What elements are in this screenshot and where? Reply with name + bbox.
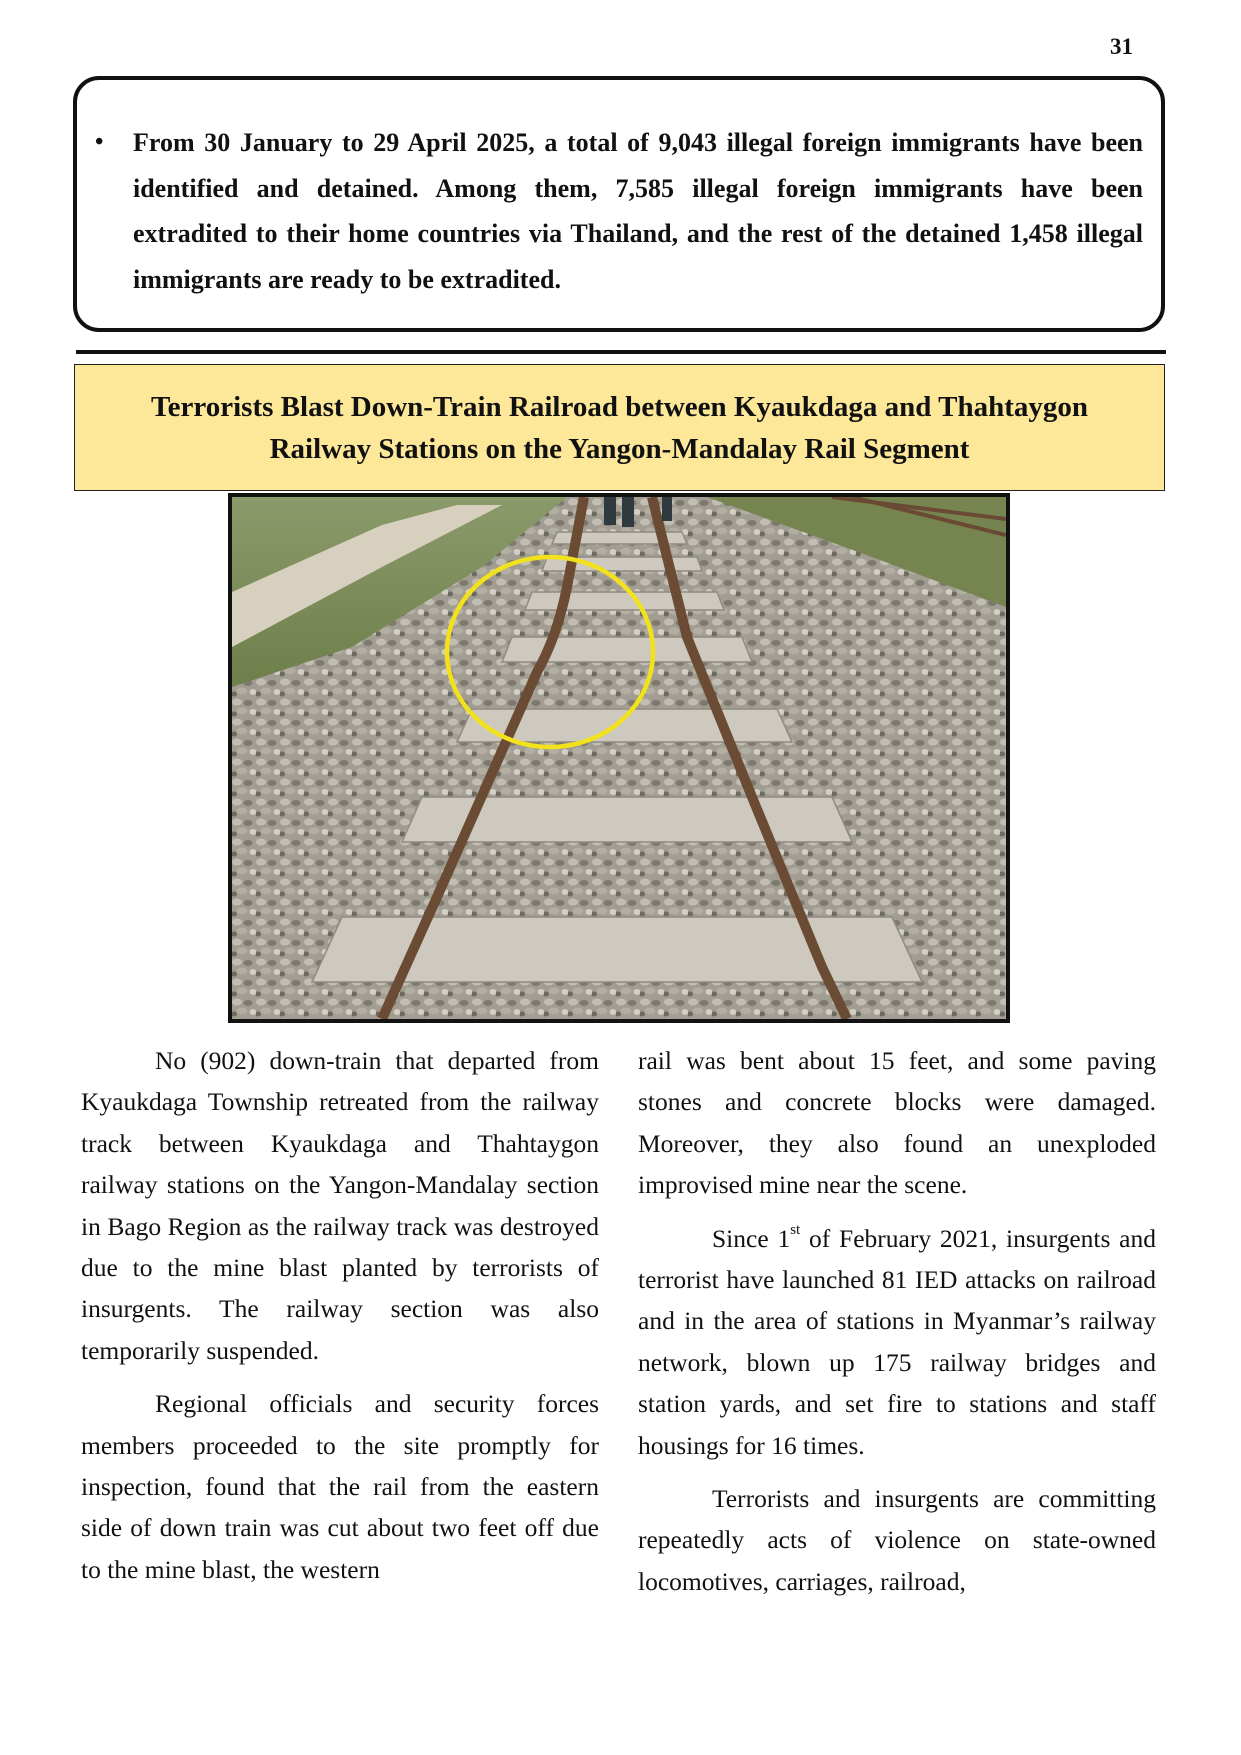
article-column-left: [81, 1040, 599, 1602]
headline-line-1: Terrorists Blast Down-Train Railroad between Kyaukdaga and Thahtaygon: [150, 390, 1088, 423]
railway-damage-photo: [228, 493, 1010, 1023]
ordinal-suffix: st: [790, 1221, 801, 1238]
headline: [151, 386, 1088, 470]
article-column-right: [638, 1040, 1156, 1614]
text-run: Since 1: [712, 1223, 791, 1253]
notice-box: [73, 76, 1165, 332]
headline-line-2: Railway Stations on the Yangon-Mandalay Rail Segment: [269, 432, 970, 465]
paragraph: rail was bent about 15 feet, and some paving stones and concrete blocks were damaged. Moreover, they also found an unexploded improvised mine near the scene.: [638, 1046, 1156, 1200]
paragraph: Regional officials and security forces members proceeded to the site promptly for inspection, found that the rail from the eastern side of down train was cut about two feet off due to the mine blast, the western: [81, 1389, 599, 1584]
page-number: 31: [1110, 34, 1133, 59]
headline-box: [74, 364, 1165, 491]
notice-bullet: • From 30 January to 29 April 2025, a total of 9,043 illegal foreign immigrants have been identified and detained. Among them, 7,585 illegal foreign immigrants have been extradited to their home countries via Thailand, and the rest of the detained 1,458 illegal immigrants are ready to be extradited.: [133, 120, 1143, 302]
section-divider: [76, 350, 1166, 354]
notice-list: [133, 120, 1143, 302]
paragraph: Terrorists and insurgents are committing repeatedly acts of violence on state-owned locomotives, carriages, railroad,: [638, 1484, 1156, 1596]
text-run: of February 2021, insurgents and terrorist have launched 81 IED attacks on railroad and in the area of stations in Myanmar’s railway network, blown up 175 railway bridges and station yards, and set fire to stations and staff housings for 16 times.: [638, 1223, 1157, 1460]
paragraph: No (902) down-train that departed from Kyaukdaga Township retreated from the railway track between Kyaukdaga and Thahtaygon railway stations on the Yangon-Mandalay section in Bago Region as the railway track was destroyed due to the mine blast planted by terrorists of insurgents. The railway section was also temporarily suspended.: [81, 1046, 599, 1365]
photo-illustration: [232, 497, 1006, 1019]
paragraph: [638, 1218, 1156, 1466]
